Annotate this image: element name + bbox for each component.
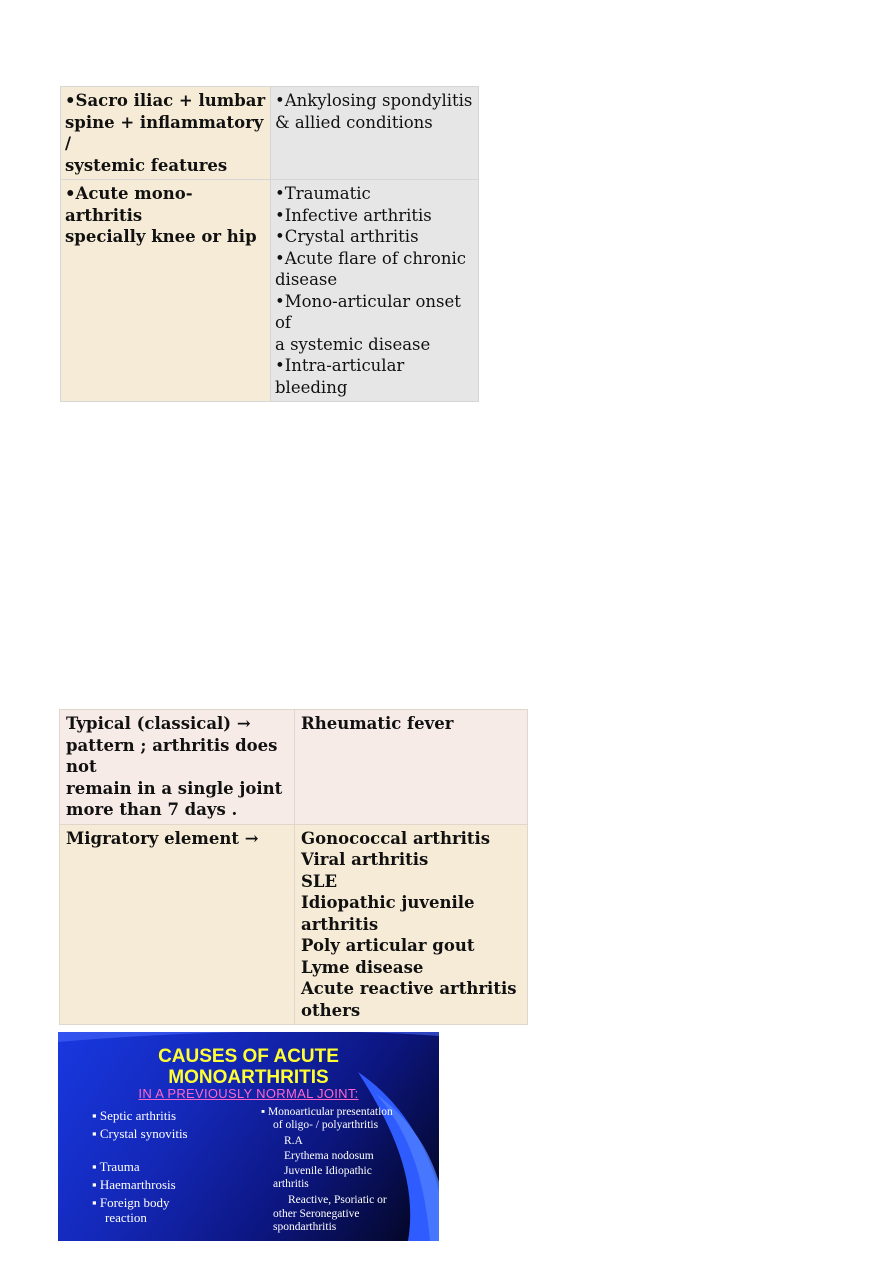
cell-line: •Acute mono-arthritis bbox=[65, 184, 193, 225]
differential-table-1 bbox=[60, 86, 479, 402]
cell-line: •Crystal arthritis bbox=[275, 227, 419, 246]
cell-line: Migratory element → bbox=[66, 828, 259, 848]
cell-line: Poly articular gout bbox=[301, 936, 475, 955]
cell-line: & allied conditions bbox=[275, 112, 433, 132]
slide-left-item: reaction bbox=[105, 1210, 147, 1225]
table-row bbox=[60, 824, 528, 1025]
cell-line: pattern ; arthritis does not bbox=[66, 735, 278, 776]
slide-left-item: ▪ Crystal synovitis bbox=[92, 1126, 188, 1141]
slide-left-item: ▪ Trauma bbox=[92, 1159, 140, 1174]
slide-right-item: ▪ Monoarticular presentation bbox=[261, 1106, 393, 1118]
slide-right-item: arthritis bbox=[273, 1178, 309, 1190]
cell-line: spine + inflammatory / bbox=[65, 112, 264, 153]
slide-title-line2: MONOARTHRITIS bbox=[168, 1067, 329, 1088]
table-cell-causes bbox=[295, 824, 528, 1025]
cell-line: Viral arthritis bbox=[301, 850, 429, 869]
slide-right-item: spondarthritis bbox=[273, 1221, 337, 1233]
cell-line: Lyme disease bbox=[301, 957, 424, 977]
slide-right-item: of oligo- / polyarthritis bbox=[273, 1119, 379, 1131]
table-row bbox=[61, 87, 479, 180]
cell-line: Typical (classical) → bbox=[66, 714, 251, 733]
cell-line: Acute reactive arthritis bbox=[301, 979, 517, 998]
cell-line: •Sacro iliac + lumbar bbox=[65, 91, 266, 110]
slide-right-item: Erythema nodosum bbox=[284, 1150, 374, 1162]
cell-line: remain in a single joint bbox=[66, 778, 283, 798]
cell-line: disease bbox=[275, 270, 338, 289]
slide-left-item: ▪ Foreign body bbox=[92, 1195, 170, 1210]
cell-line: specially knee or hip bbox=[65, 227, 257, 246]
slide-right-item: other Seronegative bbox=[273, 1208, 360, 1220]
table-cell-pattern bbox=[60, 710, 295, 825]
cell-line: a systemic disease bbox=[275, 334, 431, 354]
slide-left-item: ▪ Septic arthritis bbox=[92, 1108, 177, 1123]
slide-right-item: Reactive, Psoriatic or bbox=[288, 1194, 387, 1206]
cell-line: more than 7 days . bbox=[66, 800, 238, 819]
differential-table-2 bbox=[59, 709, 528, 1025]
table-cell-pattern bbox=[60, 824, 295, 1025]
cell-line: •Traumatic bbox=[275, 184, 371, 203]
table-cell-pattern bbox=[61, 87, 271, 180]
table-row bbox=[61, 180, 479, 402]
slide-image bbox=[58, 1032, 439, 1241]
cell-line: Idiopathic juvenile bbox=[301, 893, 475, 912]
cell-line: •Ankylosing spondylitis bbox=[275, 91, 473, 110]
cell-line: Rheumatic fever bbox=[301, 714, 454, 733]
cell-line: •Infective arthritis bbox=[275, 205, 432, 225]
slide-title-line1: CAUSES OF ACUTE bbox=[158, 1046, 339, 1067]
table-cell-causes bbox=[295, 710, 528, 825]
slide-right-item: R.A bbox=[284, 1135, 303, 1147]
slide-subtitle: IN A PREVIOUSLY NORMAL JOINT: bbox=[138, 1086, 359, 1101]
table-cell-pattern bbox=[61, 180, 271, 402]
cell-line: arthritis bbox=[301, 914, 379, 934]
table-cell-causes bbox=[271, 87, 479, 180]
slide-left-item: ▪ Haemarthrosis bbox=[92, 1177, 176, 1192]
cell-line: SLE bbox=[301, 871, 338, 891]
cell-line: •Acute flare of chronic bbox=[275, 248, 467, 268]
cell-line: others bbox=[301, 1000, 361, 1020]
cell-line: •Intra-articular bleeding bbox=[275, 356, 405, 397]
table-cell-causes bbox=[271, 180, 479, 402]
cell-line: Gonococcal arthritis bbox=[301, 828, 491, 848]
cell-line: systemic features bbox=[65, 155, 228, 175]
slide-right-item: Juvenile Idiopathic bbox=[284, 1165, 372, 1177]
table-row bbox=[60, 710, 528, 825]
cell-line: •Mono-articular onset of bbox=[275, 291, 461, 332]
